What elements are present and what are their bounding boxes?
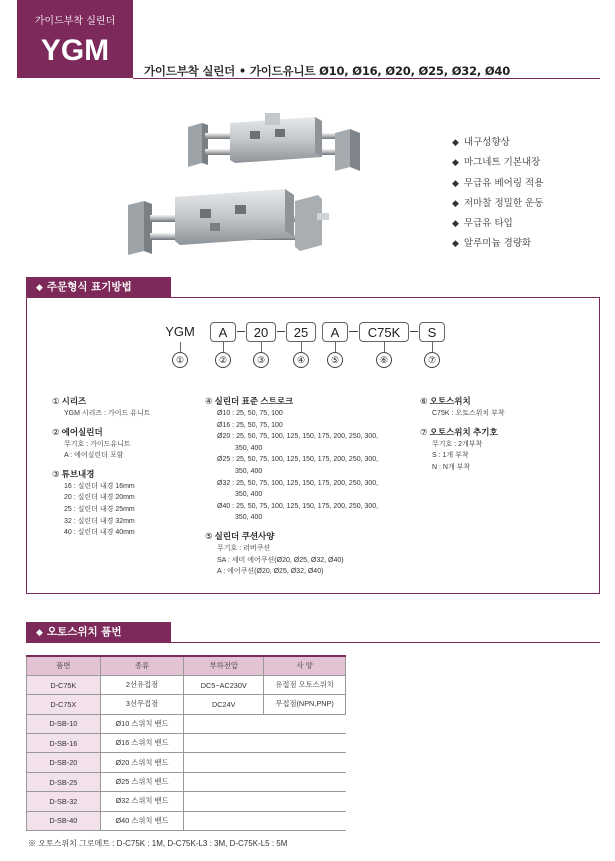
spec-line: 무기호 : 2개부착 xyxy=(432,440,483,448)
code-number-5: ⑤ xyxy=(327,352,343,368)
code-tick xyxy=(432,342,433,352)
table-cell: Ø20 스위치 밴드 xyxy=(100,753,184,772)
section-rule xyxy=(171,642,600,643)
spec-line: A : 에어쿠션(Ø20, Ø25, Ø32, Ø40) xyxy=(217,568,324,576)
code-number-4: ④ xyxy=(293,352,309,368)
table-header: 부하전압 xyxy=(184,656,264,675)
table-cell-empty xyxy=(184,772,346,791)
code-number-7: ⑦ xyxy=(424,352,440,368)
diamond-bullet-icon: ◆ xyxy=(36,628,43,638)
diamond-bullet-icon: ◆ xyxy=(452,198,459,209)
code-box-switch-suffix: S xyxy=(419,322,445,342)
spec-line: C75K : 오토스위치 부착 xyxy=(432,410,505,417)
code-number-6: ⑥ xyxy=(376,352,392,368)
code-number-1: ① xyxy=(172,352,188,368)
feature-item: ◆ 무급유 베어링 적용 xyxy=(452,177,544,189)
table-cell: 3선무접점 xyxy=(100,695,184,714)
series-badge-model: YGM xyxy=(40,34,110,67)
table-row xyxy=(27,675,346,694)
code-number-2: ② xyxy=(215,352,231,368)
spec-line: Ø20 : 25, 50, 75, 100, 125, 150, 175, 200, 250, 300, xyxy=(217,433,379,441)
spec-column-2 xyxy=(205,395,378,578)
feature-item: ◆ 내구성향상 xyxy=(452,137,510,148)
spec-line: SA : 세미 에어쿠션(Ø20, Ø25, Ø32, Ø40) xyxy=(217,556,344,564)
table-cell: Ø10 스위치 밴드 xyxy=(100,714,184,733)
table-header-row xyxy=(27,656,346,675)
diamond-bullet-icon: ◆ xyxy=(36,283,43,293)
table-row xyxy=(27,772,346,791)
table-row xyxy=(27,792,346,811)
spec-air-cylinder-heading: ② 에어실린더 xyxy=(52,426,103,437)
spec-line: N : N개 부착 xyxy=(432,463,471,471)
spec-autoswitch-heading: ⑥ 오토스위치 xyxy=(420,396,471,406)
spec-line: 350, 400 xyxy=(235,444,263,452)
spec-line: Ø32 : 25, 50, 75, 100, 125, 150, 175, 200, 250, 300, xyxy=(217,479,379,487)
page-title: 가이드부착 실린더 • 가이드유니트 Ø10, Ø16, Ø20, Ø25, Ø32, Ø40 xyxy=(144,64,511,78)
table-cell-empty xyxy=(184,714,346,733)
table-header: 품번 xyxy=(27,656,101,675)
series-badge-subtitle: 가이드부착 실린더 xyxy=(34,16,116,27)
spec-line: 무기호 : 러버쿠션 xyxy=(217,544,271,552)
spec-line: 25 : 실린더 내경 25mm xyxy=(64,505,135,513)
table-cell: D-SB-20 xyxy=(27,753,101,772)
spec-line: A : 에어실린더 포함 xyxy=(64,452,124,460)
table-row xyxy=(27,695,346,714)
table-cell: DC5~AC230V xyxy=(184,675,264,694)
code-tick xyxy=(261,342,262,352)
table-cell: D-SB-16 xyxy=(27,734,101,753)
spec-line: Ø25 : 25, 50, 75, 100, 125, 150, 175, 200, 250, 300, xyxy=(217,456,379,464)
spec-line: 무기호 : 가이드유니트 xyxy=(64,440,131,448)
section-rule xyxy=(171,297,600,298)
diamond-bullet-icon: ◆ xyxy=(452,178,459,189)
spec-line: YGM 시리즈 : 가이드 유니트 xyxy=(64,410,151,417)
table-cell: D-SB-32 xyxy=(27,792,101,811)
spec-line: 350, 400 xyxy=(235,514,263,522)
table-cell: D-SB-10 xyxy=(27,714,101,733)
table-cell: DC24V xyxy=(184,695,264,714)
spec-line: Ø40 : 25, 50, 75, 100, 125, 150, 175, 200, 250, 300, xyxy=(217,502,379,510)
feature-item: ◆ 알루미늄 경량화 xyxy=(452,238,532,250)
code-box-stroke: 25 xyxy=(286,322,316,342)
spec-column-1 xyxy=(52,395,151,539)
feature-item: ◆ 마그네트 기본내장 xyxy=(452,157,541,169)
spec-line: S : 1개 부착 xyxy=(432,452,469,460)
table-cell: D-SB-25 xyxy=(27,772,101,791)
table-cell: Ø32 스위치 밴드 xyxy=(100,792,184,811)
feature-list xyxy=(452,133,543,255)
spec-line: Ø10 : 25, 50, 75, 100 xyxy=(217,410,283,417)
table-cell-empty xyxy=(184,792,346,811)
diamond-bullet-icon: ◆ xyxy=(452,239,459,250)
code-dash xyxy=(277,331,285,332)
code-box-bore: 20 xyxy=(246,322,276,342)
spec-column-3 xyxy=(420,395,505,473)
spec-line: 20 : 실린더 내경 20mm xyxy=(64,494,135,502)
table-cell: Ø16 스위치 밴드 xyxy=(100,734,184,753)
table-cell-empty xyxy=(184,734,346,753)
feature-item: ◆ 무급유 타입 xyxy=(452,218,513,230)
code-dash xyxy=(410,331,418,332)
spec-line: 40 : 실린더 내경 40mm xyxy=(64,529,135,537)
table-cell: Ø40 스위치 밴드 xyxy=(100,811,184,830)
spec-line: Ø16 : 25, 50, 75, 100 xyxy=(217,421,283,429)
table-cell: D-SB-40 xyxy=(27,811,101,830)
code-prefix: YGM xyxy=(165,324,195,339)
spec-stroke-heading: ④ 실린더 표준 스트로크 xyxy=(205,396,294,406)
table-cell: D-C75K xyxy=(27,675,101,694)
table-cell: 유접점 오토스위치 xyxy=(264,675,346,694)
spec-line: 32 : 실린더 내경 32mm xyxy=(64,517,135,525)
table-header: 사 양 xyxy=(264,656,346,675)
table-cell-empty xyxy=(184,753,346,772)
spec-line: 350, 400 xyxy=(235,467,263,475)
order-format-section-title: ◆ 주문형식 표기방법 xyxy=(26,277,171,298)
code-number-3: ③ xyxy=(253,352,269,368)
table-cell: 2선유접점 xyxy=(100,675,184,694)
table-header: 종류 xyxy=(100,656,184,675)
code-box-cushion: A xyxy=(322,322,348,342)
guide-unit-lower xyxy=(128,189,329,255)
code-tick xyxy=(335,342,336,352)
guide-unit-upper xyxy=(188,113,360,171)
autoswitch-section-title: ◆ 오토스위치 품번 xyxy=(26,622,171,643)
table-row xyxy=(27,734,346,753)
feature-item: ◆ 저마찰 정밀한 운동 xyxy=(452,197,544,209)
autoswitch-table xyxy=(26,655,346,831)
header-rule xyxy=(133,78,600,79)
spec-line: 350, 400 xyxy=(235,491,263,499)
section-border-left xyxy=(26,298,27,593)
code-tick xyxy=(223,342,224,352)
code-box-air-cylinder: A xyxy=(210,322,236,342)
table-row xyxy=(27,811,346,830)
code-box-autoswitch: C75K xyxy=(359,322,409,342)
spec-series-heading: ① 시리즈 xyxy=(52,396,87,406)
code-dash xyxy=(237,331,245,332)
series-badge xyxy=(17,0,133,78)
spec-cushion-heading: ⑤ 실린더 쿠션사양 xyxy=(205,530,275,541)
section-rule-bottom xyxy=(26,593,600,594)
diamond-bullet-icon: ◆ xyxy=(452,219,459,230)
section-border-right xyxy=(599,297,600,593)
table-row xyxy=(27,753,346,772)
table-cell: 무접점(NPN,PNP) xyxy=(264,695,346,714)
table-cell: D-C75X xyxy=(27,695,101,714)
code-tick xyxy=(180,342,181,352)
code-tick xyxy=(301,342,302,352)
grommet-footnote: ※ 오토스위치 그로메트 : D-C75K : 1M, D-C75K-L3 : 3M, D-C75K-L5 : 5M xyxy=(28,839,288,848)
table-cell: Ø25 스위치 밴드 xyxy=(100,772,184,791)
product-photo xyxy=(110,105,385,280)
spec-switch-suffix-heading: ⑦ 오토스위치 추기호 xyxy=(420,426,498,437)
table-row xyxy=(27,714,346,733)
diamond-bullet-icon: ◆ xyxy=(452,138,459,148)
table-cell-empty xyxy=(184,811,346,830)
diamond-bullet-icon: ◆ xyxy=(452,158,459,169)
code-tick xyxy=(384,342,385,352)
code-dash xyxy=(349,331,358,332)
spec-line: 16 : 실린더 내경 16mm xyxy=(64,482,135,490)
spec-bore-heading: ③ 튜브내경 xyxy=(52,468,95,479)
